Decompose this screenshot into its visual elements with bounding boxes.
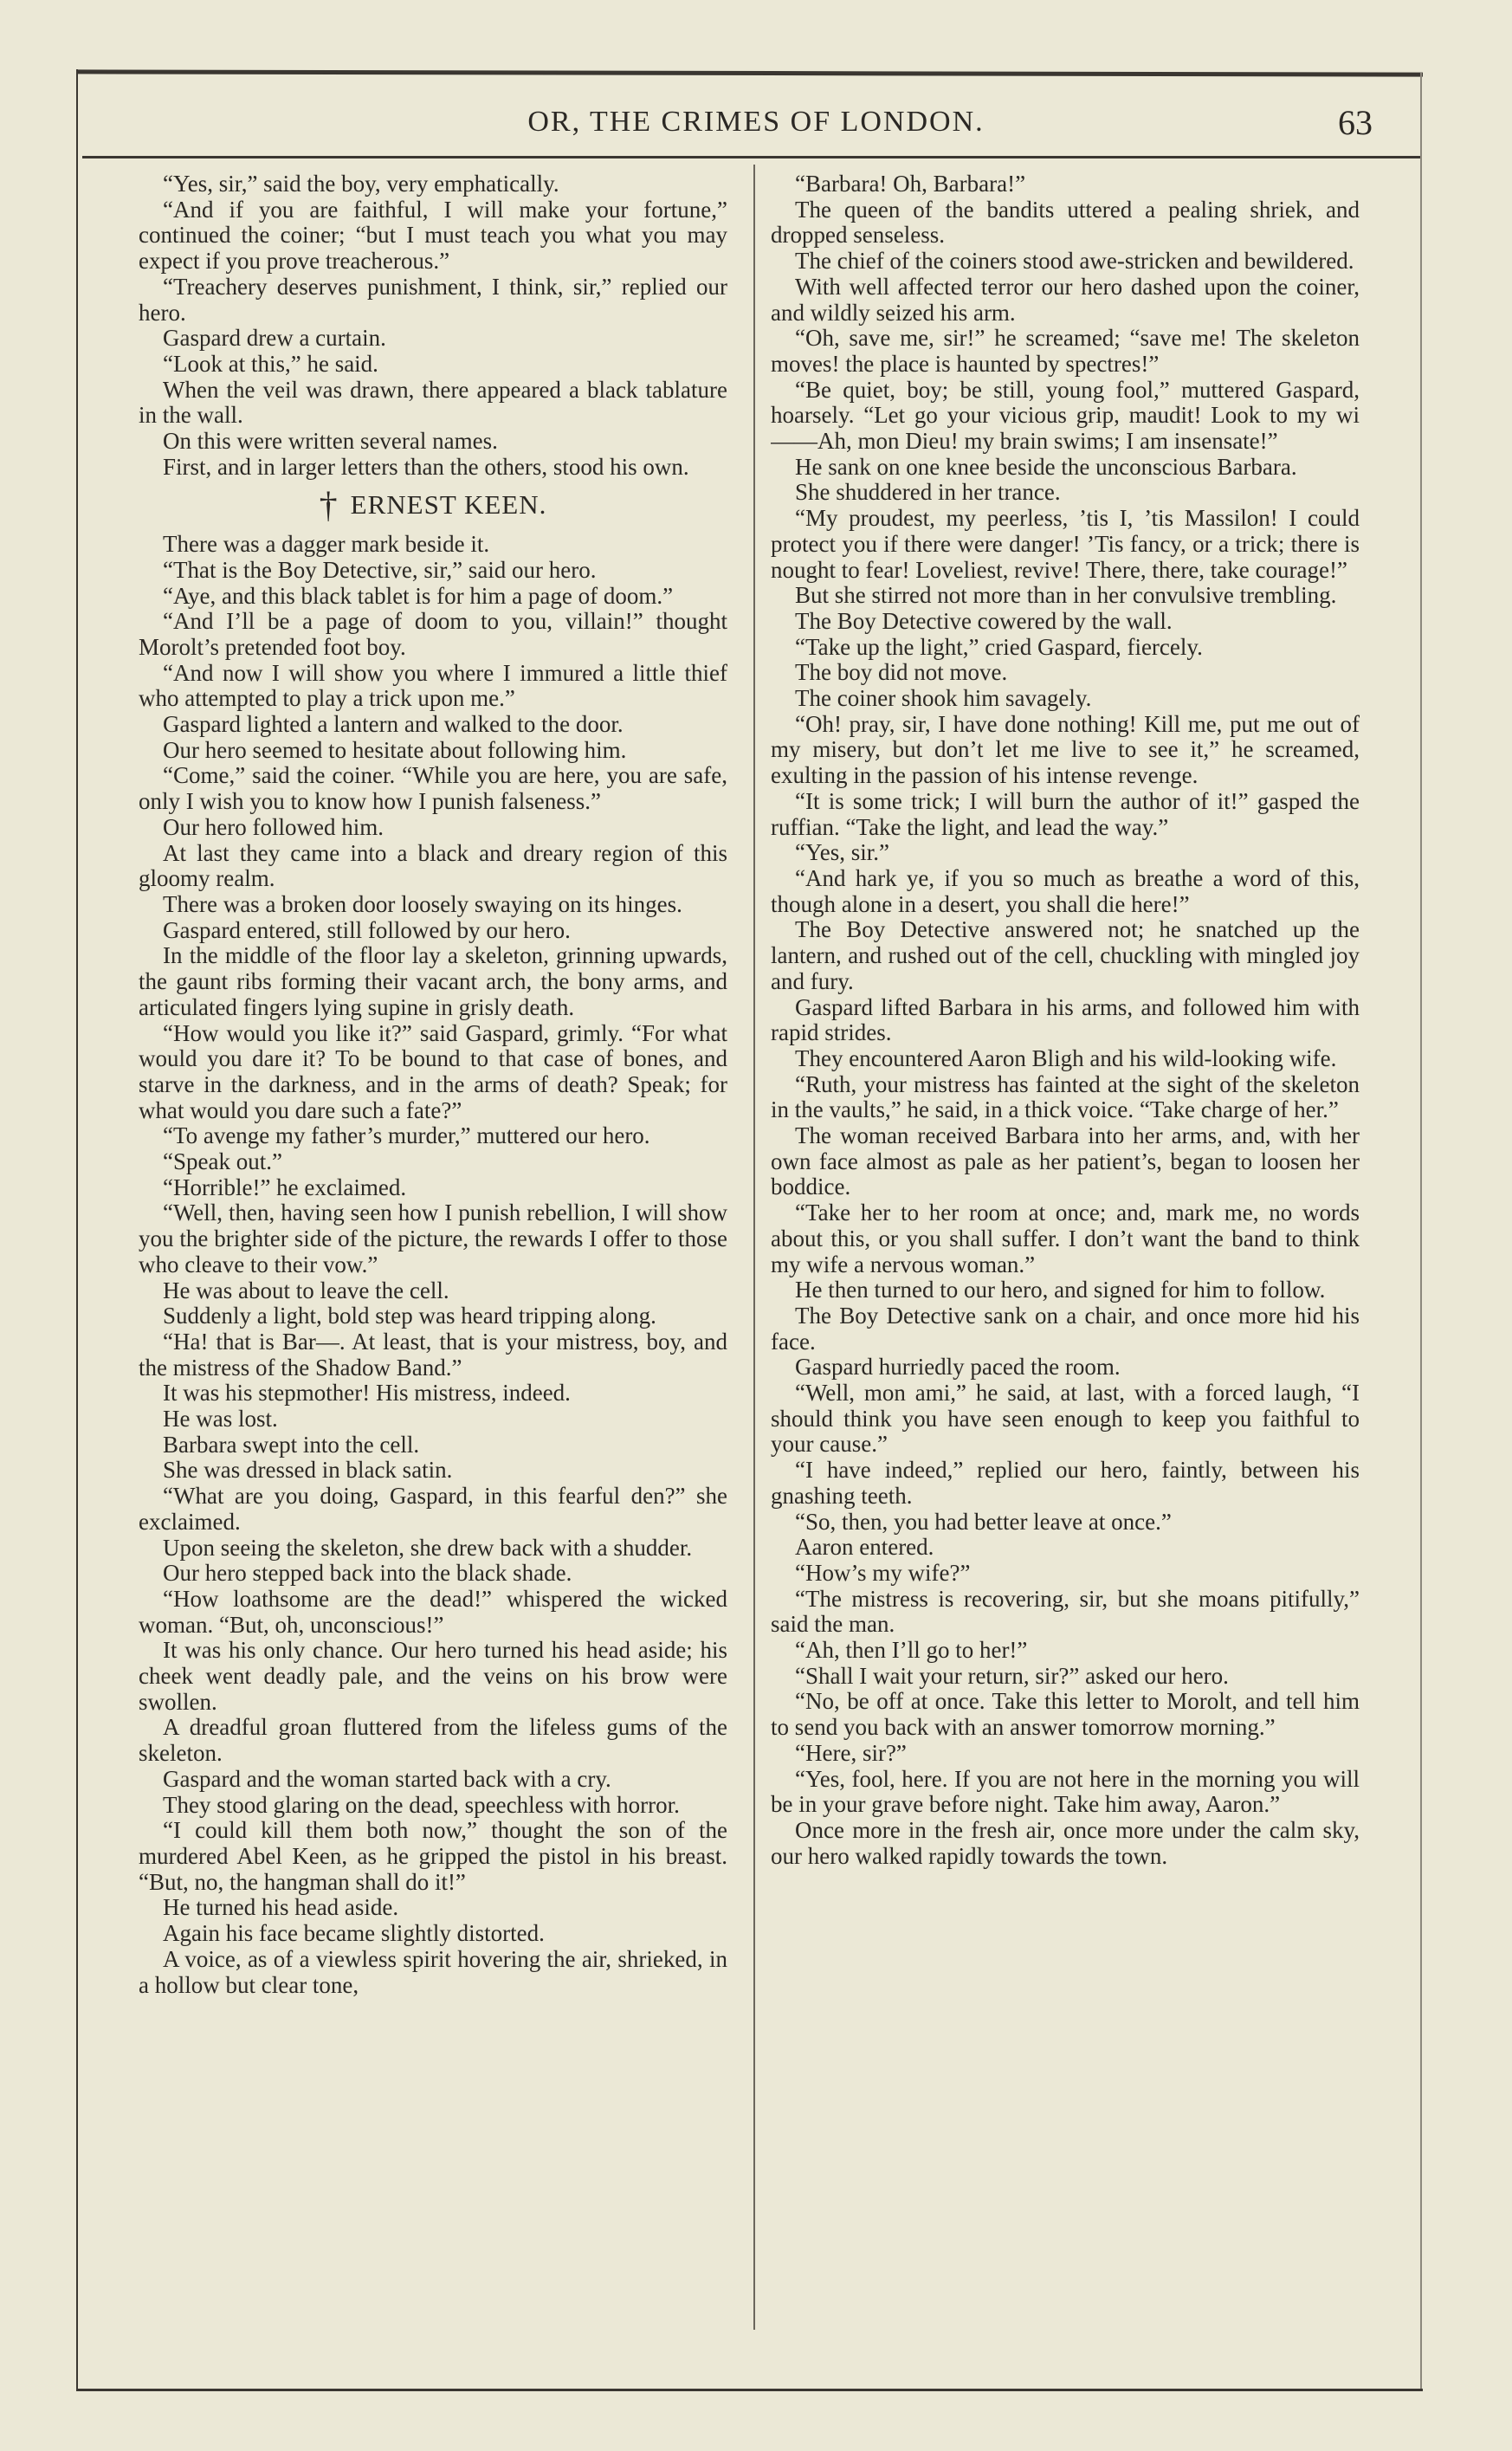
paragraph: “So, then, you had better leave at once.” — [795, 1508, 1172, 1535]
paragraph: With well affected terror our hero dashed upon the coiner, and wildly seized his arm. — [771, 273, 1360, 326]
paragraph: The chief of the coiners stood awe-stricken and bewildered. — [795, 248, 1354, 275]
paragraph: Once more in the fresh air, once more under the calm sky, our hero walked rapidly towards the town. — [771, 1817, 1360, 1869]
paragraph: “Take her to her room at once; and, mark me, no words about this, or you shall suffer. I don’t want the band to think my wife a nervous woman.” — [771, 1200, 1360, 1277]
paragraph: A voice, as of a viewless spirit hovering the air, shrieked, in a hollow but clear tone, — [139, 1945, 727, 1998]
paragraph: She shuddered in her trance. — [795, 479, 1061, 506]
paragraph: He turned his head aside. — [163, 1894, 399, 1921]
paragraph: There was a dagger mark beside it. — [163, 531, 490, 558]
paragraph: He was lost. — [163, 1406, 278, 1432]
paragraph: “And now I will show you where I immured a little thief who attempted to play a trick upon me.” — [139, 659, 727, 712]
paragraph: “Ha! that is Bar—. At least, that is your mistress, boy, and the mistress of the Shadow Band.” — [139, 1328, 727, 1381]
paragraph: “My proudest, my peerless, ’tis I, ’tis Massilon! I could protect you if there were danger! ’Tis fancy, or a trick; there is nought to fear! Loveliest, revive! There, there, take courage!” — [771, 505, 1360, 583]
right-paragraphs — [771, 171, 1360, 1869]
paragraph: They encountered Aaron Bligh and his wild-looking wife. — [795, 1044, 1337, 1071]
left-paragraphs-before-heading — [139, 171, 727, 480]
paragraph: Our hero seemed to hesitate about following him. — [163, 736, 627, 763]
paragraph: “What are you doing, Gaspard, in this fearful den?” she exclaimed. — [139, 1483, 727, 1535]
dagger-icon: † — [319, 486, 339, 527]
paragraph: Gaspard hurriedly paced the room. — [795, 1354, 1121, 1381]
paragraph: “Speak out.” — [163, 1148, 282, 1175]
paragraph: Upon seeing the skeleton, she drew back with a shudder. — [163, 1534, 693, 1561]
paragraph: He was about to leave the cell. — [163, 1277, 449, 1303]
paragraph: “How would you like it?” said Gaspard, grimly. “For what would you dare it? To be bound to that case of bones, and starve in the darkness, and in the arms of death? Speak; for what would you dare such a fate?” — [139, 1019, 727, 1123]
paragraph: “Oh, save me, sir!” he screamed; “save me! The skeleton moves! the place is haunted by spectres!” — [771, 325, 1360, 377]
paragraph: “That is the Boy Detective, sir,” said our hero. — [163, 556, 597, 583]
paragraph: There was a broken door loosely swaying on its hinges. — [163, 890, 682, 917]
paragraph: “Horrible!” he exclaimed. — [163, 1174, 407, 1200]
paragraph: “The mistress is recovering, sir, but she moans pitifully,” said the man. — [771, 1585, 1360, 1638]
paragraph: It was his only chance. Our hero turned his head aside; his cheek went deadly pale, and the veins on his brow were swollen. — [139, 1637, 727, 1715]
paragraph: Aaron entered. — [795, 1534, 934, 1561]
paragraph: “And I’ll be a page of doom to you, villain!” thought Morolt’s pretended foot boy. — [139, 608, 727, 660]
paragraph: “Treachery deserves punishment, I think, sir,” replied our hero. — [139, 273, 727, 326]
paragraph: “Take up the light,” cried Gaspard, fiercely. — [795, 633, 1203, 660]
paragraph: At last they came into a black and dreary region of this gloomy realm. — [139, 839, 727, 892]
paragraph: “Shall I wait your return, sir?” asked our hero. — [795, 1662, 1229, 1689]
paragraph: Our hero stepped back into the black shade. — [163, 1560, 572, 1587]
paragraph: When the veil was drawn, there appeared a black tablature in the wall. — [139, 376, 727, 429]
paragraph: The Boy Detective cowered by the wall. — [795, 607, 1173, 634]
paragraph: A dreadful groan fluttered from the lifeless gums of the skeleton. — [139, 1714, 727, 1767]
paragraph: “How’s my wife?” — [795, 1559, 971, 1586]
paragraph: He then turned to our hero, and signed for him to follow. — [795, 1277, 1326, 1303]
paragraph: The coiner shook him savagely. — [795, 685, 1092, 712]
paragraph: It was his stepmother! His mistress, indeed. — [163, 1380, 571, 1407]
paragraph: “Come,” said the coiner. “While you are here, you are safe, only I wish you to know how I punish falseness.” — [139, 762, 727, 815]
paragraph: “Aye, and this black tablet is for him a page of doom.” — [163, 582, 674, 609]
paragraph: In the middle of the floor lay a skeleton, grinning upwards, the gaunt ribs forming their vacant arch, the bony arms, and articulated fingers lying supine in grisly death. — [139, 942, 727, 1020]
paragraph: They stood glaring on the dead, speechless with horror. — [163, 1791, 680, 1818]
paragraph: “Yes, fool, here. If you are not here in the morning you will be in your grave before night. Take him away, Aaron.” — [771, 1765, 1360, 1818]
paragraph: The boy did not move. — [795, 659, 1008, 686]
paragraph: “Barbara! Oh, Barbara!” — [795, 171, 1026, 197]
top-rule — [76, 69, 1423, 76]
page-number: 63 — [1338, 103, 1373, 142]
paragraph: “I could kill them both now,” thought the son of the murdered Abel Keen, as he gripped the pistol in his breast. “But, no, the hangman shall do it!” — [139, 1817, 727, 1895]
paragraph: “Ah, then I’ll go to her!” — [795, 1637, 1028, 1664]
paragraph: “To avenge my father’s murder,” muttered our hero. — [163, 1122, 650, 1149]
paragraph: On this were written several names. — [163, 428, 498, 455]
paragraph: The queen of the bandits uttered a pealing shriek, and dropped senseless. — [771, 196, 1360, 249]
paragraph: Barbara swept into the cell. — [163, 1431, 420, 1458]
paragraph: “Yes, sir.” — [795, 839, 890, 866]
heading-text: ERNEST KEEN. — [350, 489, 547, 521]
paragraph: Gaspard entered, still followed by our hero. — [163, 916, 571, 943]
paragraph: The Boy Detective sank on a chair, and once more hid his face. — [771, 1302, 1360, 1355]
paragraph: “Yes, sir,” said the boy, very emphatically. — [163, 171, 559, 197]
paragraph: “No, be off at once. Take this letter to Morolt, and tell him to send you back with an answer tomorrow morning.” — [771, 1688, 1360, 1741]
paragraph: “Well, then, having seen how I punish rebellion, I will show you the brighter side of the picture, the rewards I offer to those who cleave to their vow.” — [139, 1200, 727, 1277]
paragraph: Gaspard drew a curtain. — [163, 325, 386, 352]
right-border — [1420, 73, 1422, 2390]
paragraph: He sank on one knee beside the unconscious Barbara. — [795, 453, 1297, 480]
paragraph: First, and in larger letters than the others, stood his own. — [163, 453, 689, 480]
running-head: OR, THE CRIMES OF LONDON. — [527, 106, 985, 138]
left-border — [76, 69, 78, 2390]
paragraph: Our hero followed him. — [163, 813, 384, 840]
paragraph: She was dressed in black satin. — [163, 1457, 453, 1484]
paragraph: “Well, mon ami,” he said, at last, with a forced laugh, “I should think you have seen enough to keep you faithful to your cause.” — [771, 1380, 1360, 1458]
paragraph: Gaspard lifted Barbara in his arms, and followed him with rapid strides. — [771, 993, 1360, 1046]
left-paragraphs-after-heading — [139, 532, 727, 1998]
paragraph: “I have indeed,” replied our hero, faintly, between his gnashing teeth. — [771, 1457, 1360, 1509]
paragraph: “Look at this,” he said. — [163, 350, 378, 377]
paragraph: “Oh! pray, sir, I have done nothing! Kill me, put me out of my misery, but don’t let me live to see it,” he screamed, exulting in the passion of his intense revenge. — [771, 710, 1360, 789]
name-heading — [139, 486, 727, 527]
paragraph: Suddenly a light, bold step was heard tripping along. — [163, 1303, 656, 1329]
paragraph: Again his face became slightly distorted. — [163, 1920, 545, 1947]
paragraph: “Be quiet, boy; be still, young fool,” muttered Gaspard, hoarsely. “Let go your vicious grip, maudit! Look to my wi——Ah, mon Dieu! my brain swims; I am insensate!” — [771, 376, 1360, 455]
paragraph: “Ruth, your mistress has fainted at the sight of the skeleton in the vaults,” he said, in a thick voice. “Take charge of her.” — [771, 1070, 1360, 1123]
paragraph: Gaspard and the woman started back with a cry. — [163, 1765, 611, 1792]
paragraph: Gaspard lighted a lantern and walked to the door. — [163, 711, 624, 738]
paragraph: “How loathsome are the dead!” whispered the wicked woman. “But, oh, unconscious!” — [139, 1585, 727, 1638]
left-column — [139, 171, 727, 2337]
paragraph: “It is some trick; I will burn the author of it!” gasped the ruffian. “Take the light, and lead the way.” — [771, 787, 1360, 840]
paragraph: “And hark ye, if you so much as breathe a word of this, though alone in a desert, you shall die here!” — [771, 864, 1360, 917]
paragraph: The woman received Barbara into her arms, and, with her own face almost as pale as her patient’s, began to loosen her boddice. — [771, 1122, 1360, 1200]
header-rule — [82, 156, 1420, 158]
paragraph: But she stirred not more than in her convulsive trembling. — [795, 582, 1337, 609]
paragraph: “Here, sir?” — [795, 1739, 907, 1766]
column-divider — [753, 165, 755, 2330]
bottom-rule — [76, 2389, 1423, 2391]
paragraph: “And if you are faithful, I will make your fortune,” continued the coiner; “but I must teach you what you may expect if you prove treacherous.” — [139, 196, 727, 275]
paragraph: The Boy Detective answered not; he snatched up the lantern, and rushed out of the cell, chuckling with mingled joy and fury. — [771, 916, 1360, 994]
right-column — [771, 171, 1360, 2337]
